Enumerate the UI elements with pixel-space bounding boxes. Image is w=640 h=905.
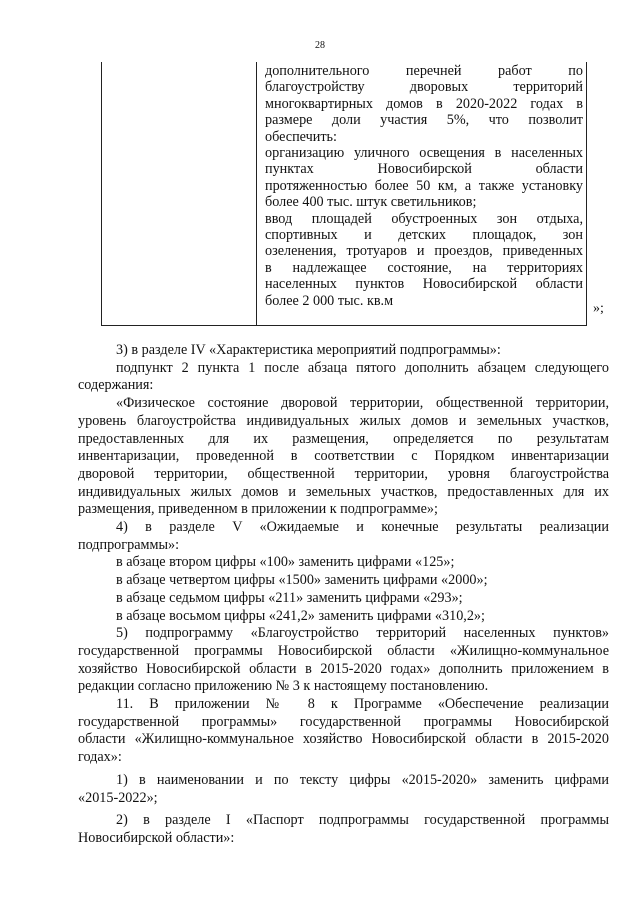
- table-cell-text: [265, 63, 583, 309]
- paragraph-line: государственной программы» государственной программы Новосибирской: [78, 713, 609, 730]
- paragraph-line: области «Жилищно-коммунальное хозяйство Новосибирской области в 2015-2020: [78, 731, 609, 748]
- cell-line: населенных пунктов Новосибирской области: [265, 276, 583, 293]
- table-continuation: [101, 62, 587, 326]
- paragraph-line: хозяйство Новосибирской области в 2015-2020 годах» дополнить приложением в: [78, 660, 609, 677]
- paragraph-line: 4) в разделе V «Ожидаемые и конечные результаты реализации: [116, 519, 609, 536]
- cell-line: обеспечить:: [265, 128, 337, 145]
- paragraph-line: содержания:: [78, 377, 154, 394]
- paragraph-line: в абзаце втором цифры «100» заменить цифрами «125»;: [116, 554, 455, 571]
- paragraph-line: уровень благоустройства индивидуальных жилых домов и земельных участков,: [78, 412, 609, 429]
- cell-line: дополнительного перечней работ по: [265, 63, 583, 79]
- cell-line: ввод площадей обустроенных зон отдыха,: [265, 210, 583, 227]
- document-body: [78, 342, 609, 848]
- paragraph-line: индивидуальных жилых домов и земельных участков, предоставленных для их: [78, 483, 609, 500]
- paragraph-line: 11. В приложении № 8 к Программе «Обеспечение реализации: [116, 696, 609, 713]
- cell-line: размере доли участия 5%, что позволит: [265, 112, 583, 129]
- cell-line: протяженностью более 50 км, а также установку: [265, 177, 583, 194]
- cell-line: озеленения, тротуаров и проездов, приведенных: [265, 243, 583, 260]
- paragraph-line: в абзаце четвертом цифры «1500» заменить цифрами «2000»;: [116, 572, 488, 589]
- cell-line: в надлежащее состояние, на территориях: [265, 259, 583, 276]
- paragraph-line: 5) подпрограмму «Благоустройство территорий населенных пунктов»: [116, 625, 609, 642]
- paragraph-line: 1) в наименовании и по тексту цифры «2015-2020» заменить цифрами: [116, 771, 609, 788]
- closing-quote: »;: [593, 301, 604, 316]
- cell-line: спортивных и детских площадок, зон: [265, 227, 583, 244]
- cell-line: более 2 000 тыс. кв.м: [265, 292, 394, 309]
- paragraph-line: инвентаризации, проведенной в соответствии с Порядком инвентаризации: [78, 448, 609, 465]
- paragraph-line: 2) в разделе I «Паспорт подпрограммы государственной программы: [116, 812, 609, 829]
- paragraph-line: размещения, приведенном в приложении к подпрограмме»;: [78, 501, 438, 518]
- paragraph-line: предоставленных для их размещения, определяется по результатам: [78, 430, 609, 447]
- cell-line: многоквартирных домов в 2020-2022 годах в: [265, 95, 583, 112]
- cell-line: пунктах Новосибирской области: [265, 161, 583, 178]
- paragraph-line: Новосибирской области»:: [78, 829, 235, 846]
- cell-line: более 400 тыс. штук светильников;: [265, 194, 477, 211]
- cell-line: организацию уличного освещения в населенных: [265, 145, 583, 162]
- paragraph-line: годах»:: [78, 749, 122, 766]
- paragraph-line: редакции согласно приложению № 3 к настоящему постановлению.: [78, 678, 489, 695]
- paragraph-line: подпрограммы»:: [78, 536, 180, 553]
- paragraph-line: подпункт 2 пункта 1 после абзаца пятого дополнить абзацем следующего: [116, 359, 609, 376]
- paragraph-line: в абзаце восьмом цифры «241,2» заменить цифрами «310,2»;: [116, 607, 485, 624]
- paragraph-line: «Физическое состояние дворовой территории, общественной территории,: [116, 395, 609, 412]
- paragraph-line: в абзаце седьмом цифры «211» заменить цифрами «293»;: [116, 589, 463, 606]
- paragraph-line: «2015-2022»;: [78, 789, 158, 806]
- paragraph-line: дворовой территории, общественной территории, уровня благоустройства: [78, 465, 609, 482]
- cell-line: благоустройству дворовых территорий: [265, 79, 583, 96]
- page-number: 28: [315, 40, 325, 51]
- paragraph-line: государственной программы Новосибирской области «Жилищно-коммунальное: [78, 642, 609, 659]
- paragraph-line: 3) в разделе IV «Характеристика мероприятий подпрограммы»:: [116, 342, 501, 358]
- column-divider: [256, 62, 257, 325]
